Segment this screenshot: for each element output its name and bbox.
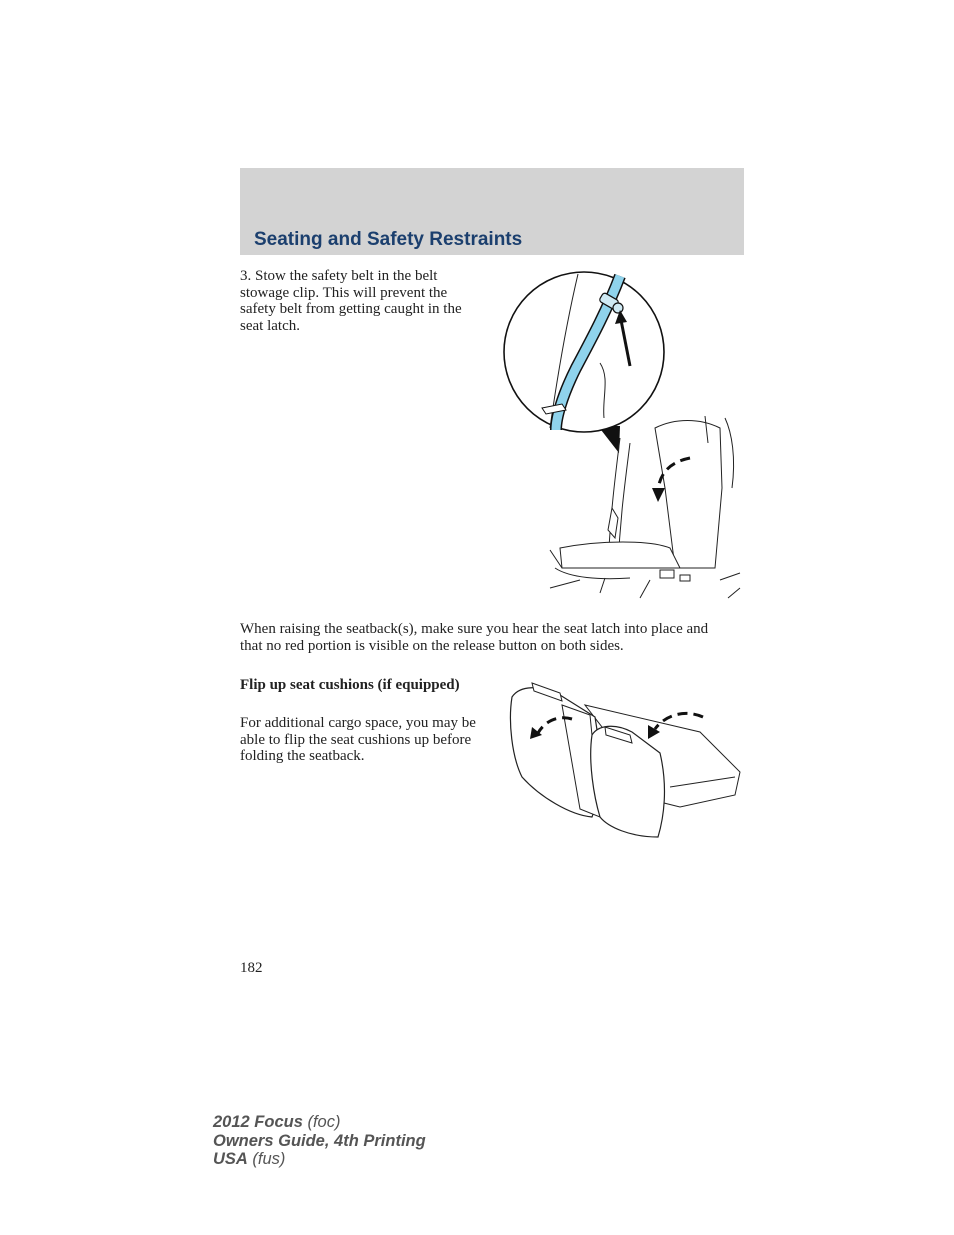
footer-model-code: (foc) (302, 1113, 341, 1131)
step-3-text: 3. Stow the safety belt in the belt stowage clip. This will prevent the safety belt from getting caught in the seat latch. (240, 268, 462, 334)
flip-up-body: For additional cargo space, you may be able to flip the seat cushions up before folding the seatback. (240, 715, 476, 764)
section-title: Seating and Safety Restraints (254, 229, 523, 250)
page-number: 182 (240, 960, 263, 976)
footer-market: USA (213, 1150, 248, 1168)
footer-guide: Owners Guide, 4th Printing (213, 1131, 426, 1150)
footer-line-guide (213, 1132, 426, 1151)
flip-cushion-illustration (500, 677, 745, 842)
document-footer (213, 1113, 426, 1169)
footer-market-code: (fus) (247, 1150, 286, 1168)
footer-line-market (213, 1150, 426, 1169)
footer-model: 2012 Focus (213, 1113, 303, 1131)
raising-seatback-note: When raising the seatback(s), make sure you hear the seat latch into place and that no red portion is visible on the release button on both sides. (240, 621, 709, 654)
footer-line-model (213, 1113, 426, 1132)
flip-up-heading: Flip up seat cushions (if equipped) (240, 677, 460, 693)
belt-stowage-illustration (500, 268, 745, 608)
